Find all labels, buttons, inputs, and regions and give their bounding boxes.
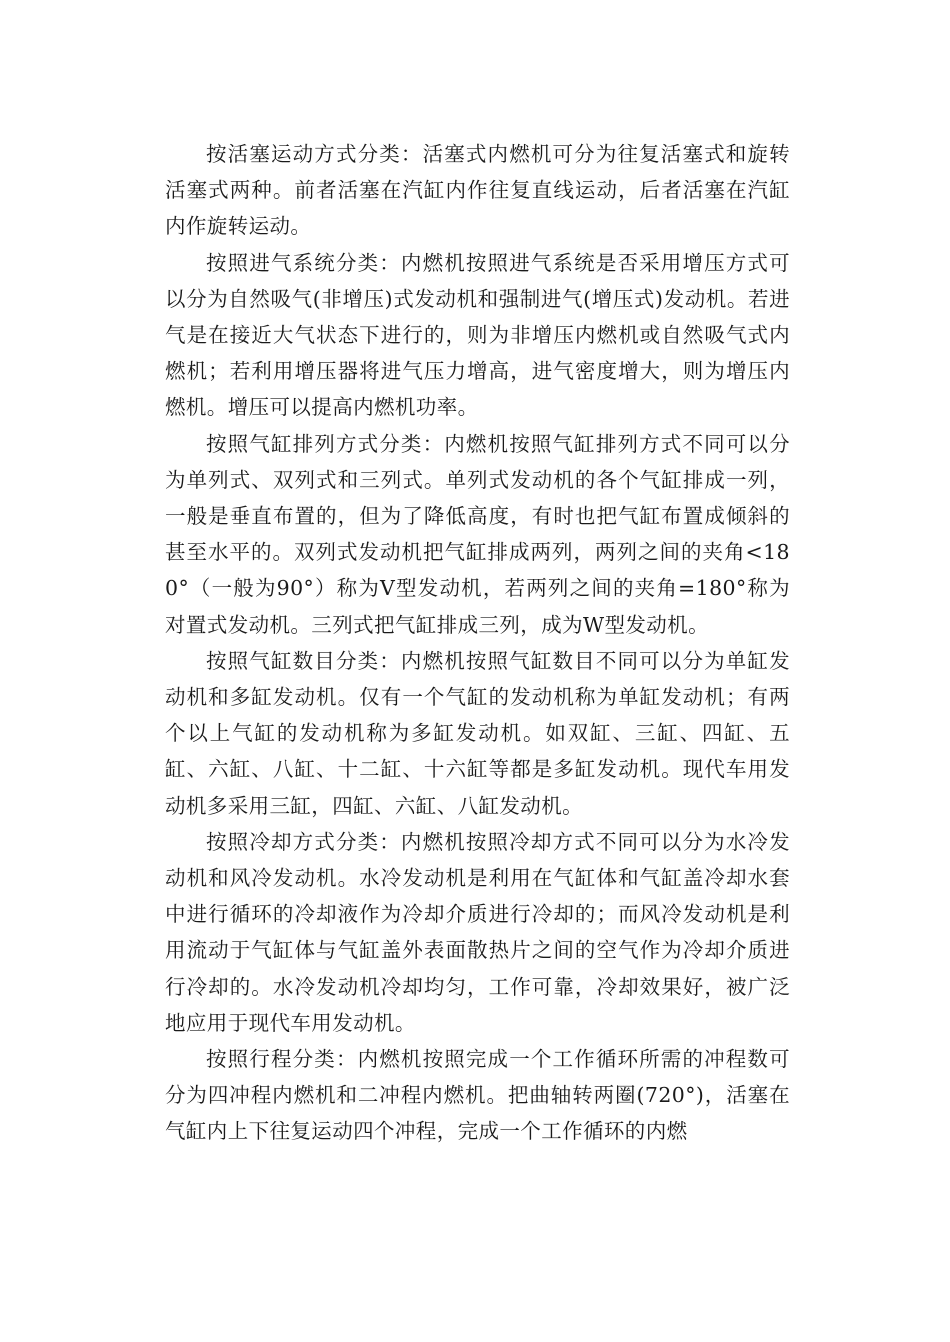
document-body xyxy=(165,136,790,1150)
paragraph-cylinder-count: 按照气缸数目分类：内燃机按照气缸数目不同可以分为单缸发动机和多缸发动机。仅有一个气缸的发动机称为单缸发动机；有两个以上气缸的发动机称为多缸发动机。如双缸、三缸、四缸、五缸、六缸、八缸、十二缸、十六缸等都是多缸发动机。现代车用发动机多采用三缸，四缸、六缸、八缸发动机。 xyxy=(165,648,790,818)
paragraph-intake-system: 按照进气系统分类：内燃机按照进气系统是否采用增压方式可以分为自然吸气(非增压)式发动机和强制进气(增压式)发动机。若进气是在接近大气状态下进行的，则为非增压内燃机或自然吸气式内燃机；若利用增压器将进气压力增高，进气密度增大，则为增压内燃机。增压可以提高内燃机功率。 xyxy=(165,250,790,420)
paragraph-cooling-method: 按照冷却方式分类：内燃机按照冷却方式不同可以分为水冷发动机和风冷发动机。水冷发动机是利用在气缸体和气缸盖冷却水套中进行循环的冷却液作为冷却介质进行冷却的；而风冷发动机是利用流动于气缸体与气缸盖外表面散热片之间的空气作为冷却介质进行冷却的。水冷发动机冷却均匀，工作可靠，冷却效果好，被广泛地应用于现代车用发动机。 xyxy=(165,829,790,1035)
paragraph-stroke-type: 按照行程分类：内燃机按照完成一个工作循环所需的冲程数可分为四冲程内燃机和二冲程内燃机。把曲轴转两圈(720°)，活塞在气缸内上下往复运动四个冲程，完成一个工作循环的内燃 xyxy=(165,1047,790,1144)
paragraph-cylinder-arrangement: 按照气缸排列方式分类：内燃机按照气缸排列方式不同可以分为单列式、双列式和三列式。单列式发动机的各个气缸排成一列，一般是垂直布置的，但为了降低高度，有时也把气缸布置成倾斜的甚至水平的。双列式发动机把气缸排成两列，两列之间的夹角<180°（一般为90°）称为V型发动机，若两列之间的夹角=180°称为对置式发动机。三列式把气缸排成三列，成为W型发动机。 xyxy=(165,431,790,637)
paragraph-piston-motion: 按活塞运动方式分类：活塞式内燃机可分为往复活塞式和旋转活塞式两种。前者活塞在汽缸内作往复直线运动，后者活塞在汽缸内作旋转运动。 xyxy=(165,142,790,239)
